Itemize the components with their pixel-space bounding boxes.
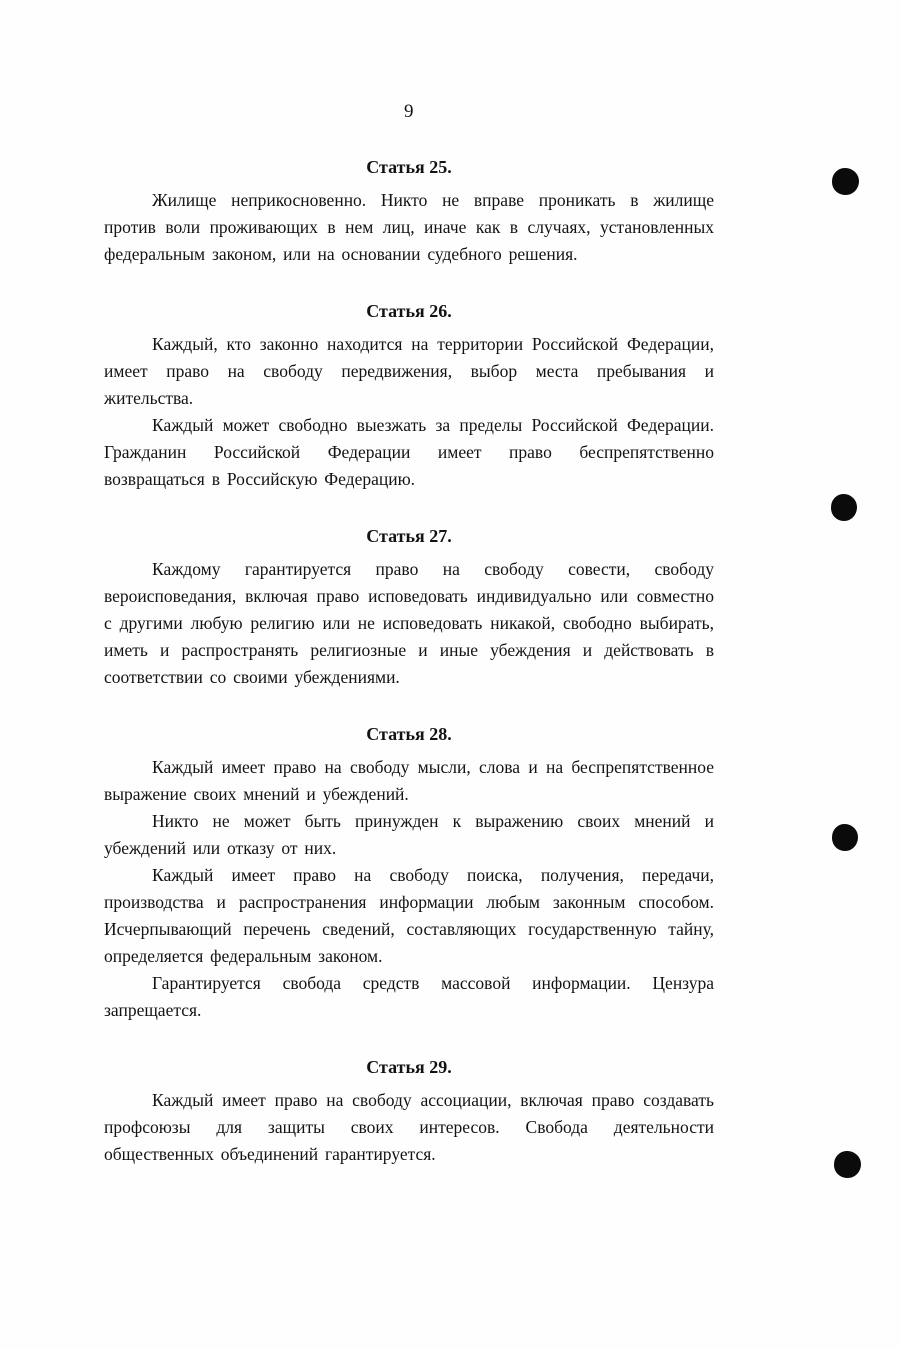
article-title: Статья 28. bbox=[366, 724, 452, 744]
ink-dot bbox=[832, 824, 858, 851]
ink-dot bbox=[831, 494, 857, 521]
article-27 bbox=[104, 523, 714, 691]
article-title: Статья 25. bbox=[366, 157, 452, 177]
article-title: Статья 29. bbox=[366, 1057, 452, 1077]
article-paragraph: Каждый, кто законно находится на территории Российской Федерации, имеет право на свободу передвижения, выбор места пребывания и жительства. bbox=[104, 334, 714, 408]
article-title: Статья 26. bbox=[366, 301, 452, 321]
article-paragraph: Каждому гарантируется право на свободу совести, свободу вероисповедания, включая право исповедовать индивидуально или совместно с другими любую религию или не исповедовать никакой, свободно выбирать, иметь и распространять религиозные и иные убеждения и действовать в соответствии со своими убеждениями. bbox=[104, 559, 714, 687]
article-29 bbox=[104, 1054, 714, 1168]
page-number: 9 bbox=[404, 101, 414, 122]
article-25 bbox=[104, 154, 714, 268]
article-paragraph: Каждый может свободно выезжать за пределы Российской Федерации. Гражданин Российской Федерации имеет право беспрепятственно возвращаться в Российскую Федерацию. bbox=[104, 415, 714, 489]
article-26 bbox=[104, 298, 714, 493]
ink-dot bbox=[832, 168, 859, 195]
article-paragraph: Жилище неприкосновенно. Никто не вправе проникать в жилище против воли проживающих в нем лиц, иначе как в случаях, установленных федеральным законом, или на основании судебного решения. bbox=[104, 190, 714, 264]
article-paragraph: Гарантируется свобода средств массовой информации. Цензура запрещается. bbox=[104, 973, 714, 1020]
article-paragraph: Каждый имеет право на свободу поиска, получения, передачи, производства и распространения информации любым законным способом. Исчерпывающий перечень сведений, составляющих государственную тайну, определяется федеральным законом. bbox=[104, 865, 714, 966]
article-paragraph: Каждый имеет право на свободу мысли, слова и на беспрепятственное выражение своих мнений и убеждений. bbox=[104, 757, 714, 804]
article-paragraph: Никто не может быть принужден к выражению своих мнений и убеждений или отказу от них. bbox=[104, 811, 714, 858]
article-paragraph: Каждый имеет право на свободу ассоциации, включая право создавать профсоюзы для защиты своих интересов. Свобода деятельности общественных объединений гарантируется. bbox=[104, 1090, 714, 1164]
article-title: Статья 27. bbox=[366, 526, 452, 546]
article-28 bbox=[104, 721, 714, 1024]
text-column bbox=[104, 100, 714, 1168]
ink-dot bbox=[834, 1151, 861, 1178]
